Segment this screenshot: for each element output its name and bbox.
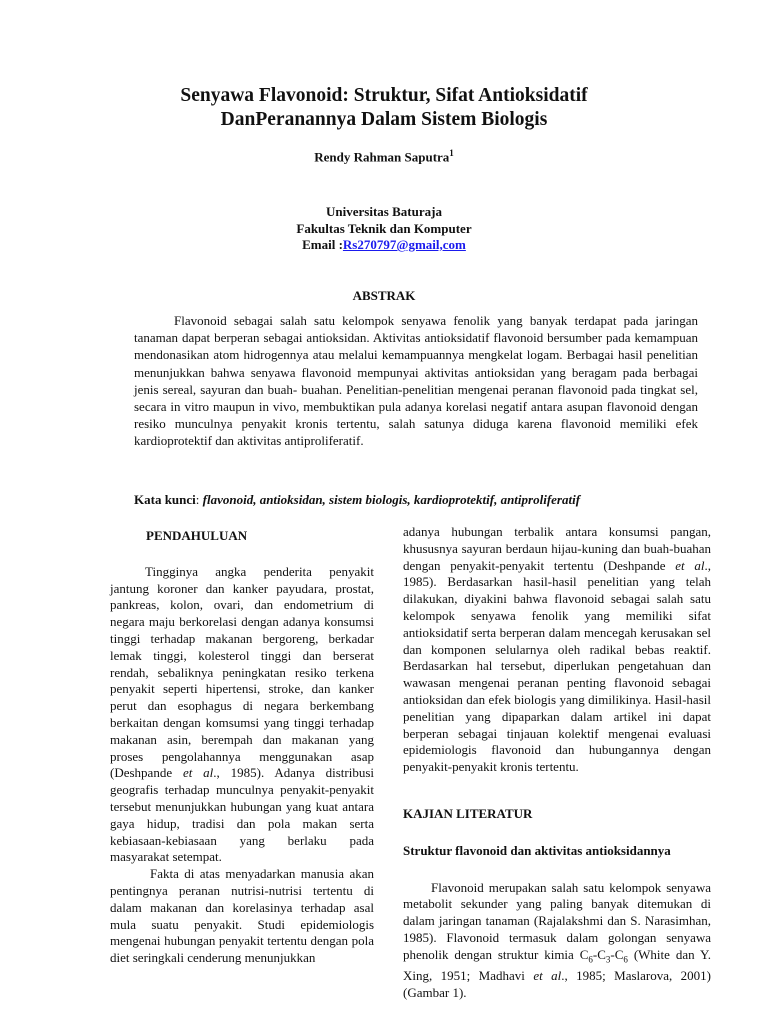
- keywords-label: Kata kunci: [134, 492, 196, 507]
- intro-p1-text-a: Tingginya angka penderita penyakit jantung koroner dan kanker payudara, prostat, pankreas, kolon, ovari, dan endometrium di negara maju berkorelasi dengan adanya konsumsi tinggi terhadap makanan bergoreng, berkadar lemak tinggi, kolesterol tinggi dan berserat rendah, sebaliknya peningkatan resiko terkena penyakit seperti hipertensi, stroke, dan kanker perut dan esophagus di negara berkembang berkaitan dengan komsumsi yang tinggi terhadap makanan asin, berempah dan makanan yang proses pengolahannya menggunakan asap (Deshpande: [110, 563, 374, 781]
- paper-title: [0, 84, 768, 132]
- abstract-heading: ABSTRAK: [352, 288, 416, 303]
- affiliation-university: Universitas Baturaja: [326, 204, 442, 219]
- intro-paragraph-1: [110, 564, 374, 866]
- intro-p3-etal: et al: [675, 557, 705, 573]
- lit-p1-text-b: (White dan Y. Xing, 1951; Madhavi: [403, 946, 711, 984]
- abstract-text: Flavonoid sebagai salah satu kelompok senyawa fenolik yang banyak terdapat pada jaringan tanaman dapat berperan sebagai antioksidan. Aktivitas antioksidatif flavonoid bersumber pada kemampuan mendonasikan atom hidrogennya atau melalui kemampuannya mengkelat logam. Berbagai hasil penelitian menunjukkan bahwa senyawa flavonoid mempunyai aktivitas antioksidan yang beragam pada berbagai jenis sereal, sayuran dan buah- buahan. Penelitian-penelitian mengenai peranan flavonoid pada tingkat sel, secara in vitro maupun in vivo, membuktikan pula adanya korelasi negatif antara asupan flavonoid dengan resiko munculnya penyakit kronis tertentu, salah satunya diduga karena flavonoid memiliki efek kardioprotektif dan aktivitas antiproliferatif.: [134, 313, 698, 449]
- intro-p3-text-a: adanya hubungan terbalik antara konsumsi pangan, khususnya sayuran berdaun hijau-kuning dan buah-buahan dengan penyakit-penyakit tertentu (Deshpande: [403, 524, 711, 573]
- lit-p1-etal: et al: [533, 968, 562, 984]
- intro-p1-text-b: ., 1985). Adanya distribusi geografis terhadap munculnya penyakit-penyakit tersebut menunjukkan hubungan yang kuat antara gaya hidup, tradisi dan pola makan serta kebiasaan-kebiasaan yang berlaku pada masyarakat setempat.: [110, 765, 374, 865]
- affiliation-faculty: Fakultas Teknik dan Komputer: [296, 220, 472, 236]
- section-heading-kajian-literatur: KAJIAN LITERATUR: [403, 805, 533, 821]
- email-line: [0, 237, 768, 254]
- title-line-2: DanPeranannya Dalam Sistem Biologis: [220, 109, 548, 130]
- intro-p3-text-b: ., 1985). Berdasarkan hasil-hasil penelitian yang telah dilakukan, diyakini bahwa flavonoid sebagai salah satu kelompok senyawa fenolik yang memiliki sifat antioksidatif serta berperan dalam mencegah kerusakan sel dan komponen selularnya oleh radikal bebas reaktif. Berdasarkan hal tersebut, diperlukan pengetahuan dan wawasan mengenai peranan penting flavonoid sebagai antioksidan dan efek biologis yang dimilikinya. Hasil-hasil penelitian yang dipaparkan dalam artikel ini dapat berperan sebagai tinjauan kolektif mengenai evaluasi epidemiologis flavonoid dan hubungannya dengan penyakit-penyakit kronis tertentu.: [403, 557, 712, 775]
- left-column: [110, 528, 374, 967]
- section-heading-pendahuluan: PENDAHULUAN: [146, 528, 248, 543]
- formula-dash-2: -C: [610, 946, 624, 962]
- author-affiliation-mark: 1: [449, 148, 454, 158]
- title-line-1: Senyawa Flavonoid: Struktur, Sifat Antioksidatif: [180, 85, 588, 106]
- intro-p1-etal: et al: [182, 765, 214, 781]
- keywords-separator: :: [195, 492, 203, 507]
- literature-paragraph-1: [403, 880, 711, 1002]
- formula-sub-3: 6: [623, 954, 628, 965]
- affiliation-block: [0, 204, 768, 254]
- author-text: Rendy Rahman Saputra: [314, 149, 450, 165]
- formula-sub-2: 3: [605, 954, 611, 965]
- right-column: [403, 524, 711, 1002]
- subsection-heading-struktur: Struktur flavonoid dan aktivitas antioksidannya: [403, 842, 671, 858]
- intro-paragraph-2: Fakta di atas menyadarkan manusia akan pentingnya peranan nutrisi-nutrisi tertentu di dalam makanan dan korelasinya terhadap asal mula suatu penyakit. Studi epidemiologis mengenai hubungan penyakit tertentu dengan pola diet seringkali cenderung menunjukkan: [110, 866, 374, 966]
- formula-dash-1: -C: [592, 946, 606, 962]
- author-name: [0, 148, 768, 165]
- email-link[interactable]: Rs270797@gmail,com: [342, 237, 466, 252]
- keywords-list: flavonoid, antioksidan, sistem biologis, kardioprotektif, antiproliferatif: [202, 492, 581, 507]
- keywords-line: [134, 492, 734, 508]
- lit-p1-text-c: ., 1985; Maslarova, 2001) (Gambar 1).: [403, 968, 712, 1000]
- intro-paragraph-3: [403, 524, 711, 776]
- email-label: Email :: [302, 237, 343, 252]
- formula-sub-1: 6: [588, 954, 593, 965]
- lit-p1-text-a: Flavonoid merupakan salah satu kelompok senyawa metabolit sekunder yang paling banyak ditemukan di dalam jaringan tanaman (Rajalakshmi dan S. Narasimhan, 1985). Flavonoid termasuk dalam golongan senyawa phenolik dengan struktur kimia C: [403, 879, 711, 962]
